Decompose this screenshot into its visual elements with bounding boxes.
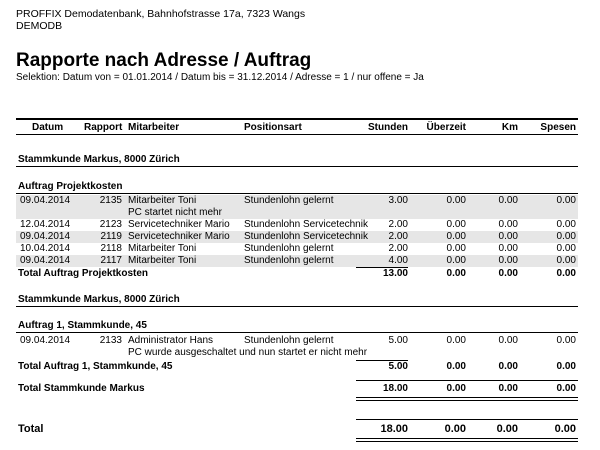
- cell-spesen: 0.00: [556, 219, 576, 230]
- order-total-ueberzeit: 0.00: [446, 268, 466, 279]
- grand-total-label: Total: [18, 423, 44, 435]
- col-mitarbeiter: Mitarbeiter: [128, 122, 180, 133]
- customer-total-stunden: 18.00: [382, 383, 408, 394]
- report-title: Rapporte nach Adresse / Auftrag: [16, 50, 312, 71]
- cell-positionsart: Stundenlohn gelernt: [244, 195, 334, 206]
- order-total-ueberzeit: 0.00: [446, 361, 466, 372]
- cell-rapport: 2133: [99, 335, 122, 346]
- col-rapport: Rapport: [84, 122, 123, 133]
- order-heading: Auftrag 1, Stammkunde, 45: [18, 320, 147, 331]
- cell-stunden: 2.00: [388, 243, 408, 254]
- cell-datum: 09.04.2014: [20, 231, 71, 242]
- cell-positionsart: Stundenlohn gelernt: [244, 335, 334, 346]
- col-spesen: Spesen: [540, 122, 576, 133]
- selection-criteria: Selektion: Datum von = 01.01.2014 / Datum bis = 31.12.2014 / Adresse = 1 / nur offene = Ja: [16, 72, 424, 83]
- cell-spesen: 0.00: [556, 255, 576, 266]
- table-row: [16, 195, 578, 219]
- table-row: [16, 243, 578, 255]
- customer-total-label: Total Stammkunde Markus: [18, 383, 145, 394]
- cell-datum: 09.04.2014: [20, 335, 71, 346]
- cell-ueberzeit: 0.00: [446, 243, 466, 254]
- grand-total-spesen: 0.00: [554, 423, 576, 435]
- order-total-label: Total Auftrag Projektkosten: [18, 268, 149, 279]
- cell-note: PC startet nicht mehr: [128, 207, 222, 218]
- cell-spesen: 0.00: [556, 243, 576, 254]
- cell-stunden: 5.00: [388, 335, 408, 346]
- cell-rapport: 2123: [99, 219, 122, 230]
- col-stunden: Stunden: [368, 122, 408, 133]
- cell-rapport: 2118: [100, 243, 122, 254]
- cell-spesen: 0.00: [556, 231, 576, 242]
- company-address: PROFFIX Demodatenbank, Bahnhofstrasse 17a, 7323 Wangs: [16, 8, 306, 20]
- cell-mitarbeiter: Servicetechniker Mario: [128, 219, 230, 230]
- customer-total-double-rule: [356, 397, 578, 401]
- customer-total-km: 0.00: [498, 383, 518, 394]
- cell-mitarbeiter: Mitarbeiter Toni: [128, 243, 197, 254]
- grand-total-ueberzeit: 0.00: [444, 423, 466, 435]
- cell-rapport: 2117: [100, 255, 122, 266]
- cell-km: 0.00: [498, 231, 518, 242]
- order-total-spesen: 0.00: [556, 268, 576, 279]
- grand-total-rule: [356, 419, 578, 420]
- order-total-km: 0.00: [498, 268, 518, 279]
- customer-rule: [16, 306, 578, 307]
- customer-total-rule: [356, 380, 578, 381]
- col-positionsart: Positionsart: [244, 122, 302, 133]
- order-total-label: Total Auftrag 1, Stammkunde, 45: [18, 361, 173, 372]
- cell-ueberzeit: 0.00: [446, 255, 466, 266]
- cell-positionsart: Stundenlohn gelernt: [244, 255, 334, 266]
- grand-total-km: 0.00: [496, 423, 518, 435]
- cell-mitarbeiter: Mitarbeiter Toni: [128, 195, 197, 206]
- cell-ueberzeit: 0.00: [446, 335, 466, 346]
- customer-total-ueberzeit: 0.00: [446, 383, 466, 394]
- cell-rapport: 2119: [100, 231, 122, 242]
- table-row: [16, 219, 578, 231]
- table-row: [16, 255, 578, 267]
- cell-note: PC wurde ausgeschaltet und nun startet er nicht mehr: [128, 347, 368, 358]
- order-rule: [16, 193, 578, 194]
- cell-datum: 12.04.2014: [20, 219, 71, 230]
- grand-total-double-rule: [356, 438, 578, 442]
- customer-rule: [16, 166, 578, 167]
- col-datum: Datum: [32, 122, 64, 133]
- cell-datum: 10.04.2014: [20, 243, 71, 254]
- cell-mitarbeiter: Mitarbeiter Toni: [128, 255, 197, 266]
- cell-rapport: 2135: [99, 195, 122, 206]
- cell-stunden: 4.00: [388, 255, 408, 266]
- cell-mitarbeiter: Administrator Hans: [128, 335, 214, 346]
- customer-heading: Stammkunde Markus, 8000 Zürich: [18, 294, 180, 305]
- cell-km: 0.00: [498, 195, 518, 206]
- cell-datum: 09.04.2014: [20, 255, 71, 266]
- cell-ueberzeit: 0.00: [446, 231, 466, 242]
- cell-mitarbeiter: Servicetechniker Mario: [128, 231, 230, 242]
- customer-total-spesen: 0.00: [556, 383, 576, 394]
- cell-stunden: 2.00: [388, 219, 408, 230]
- order-total-spesen: 0.00: [556, 361, 576, 372]
- cell-km: 0.00: [498, 219, 518, 230]
- order-rule: [16, 332, 578, 333]
- col-km: Km: [501, 122, 518, 133]
- cell-km: 0.00: [498, 335, 518, 346]
- cell-ueberzeit: 0.00: [446, 195, 466, 206]
- database-name: DEMODB: [16, 20, 63, 32]
- cell-stunden: 3.00: [388, 195, 408, 206]
- order-total-km: 0.00: [498, 361, 518, 372]
- cell-positionsart: Stundenlohn Servicetechnik: [244, 231, 368, 242]
- cell-ueberzeit: 0.00: [446, 219, 466, 230]
- cell-spesen: 0.00: [556, 195, 576, 206]
- col-ueberzeit: Überzeit: [426, 122, 466, 133]
- cell-datum: 09.04.2014: [20, 195, 71, 206]
- cell-positionsart: Stundenlohn gelernt: [244, 243, 334, 254]
- cell-positionsart: Stundenlohn Servicetechnik: [244, 219, 368, 230]
- grand-total-stunden: 18.00: [380, 423, 408, 435]
- cell-stunden: 2.00: [388, 231, 408, 242]
- order-heading: Auftrag Projektkosten: [18, 181, 123, 192]
- cell-km: 0.00: [498, 255, 518, 266]
- order-total-stunden: 13.00: [382, 268, 408, 279]
- cell-km: 0.00: [498, 243, 518, 254]
- order-total-stunden: 5.00: [388, 361, 408, 372]
- header-top-rule: [16, 118, 578, 120]
- cell-spesen: 0.00: [556, 335, 576, 346]
- table-row: [16, 231, 578, 243]
- header-bottom-rule: [16, 134, 578, 135]
- table-row: [16, 335, 578, 359]
- customer-heading: Stammkunde Markus, 8000 Zürich: [18, 154, 180, 165]
